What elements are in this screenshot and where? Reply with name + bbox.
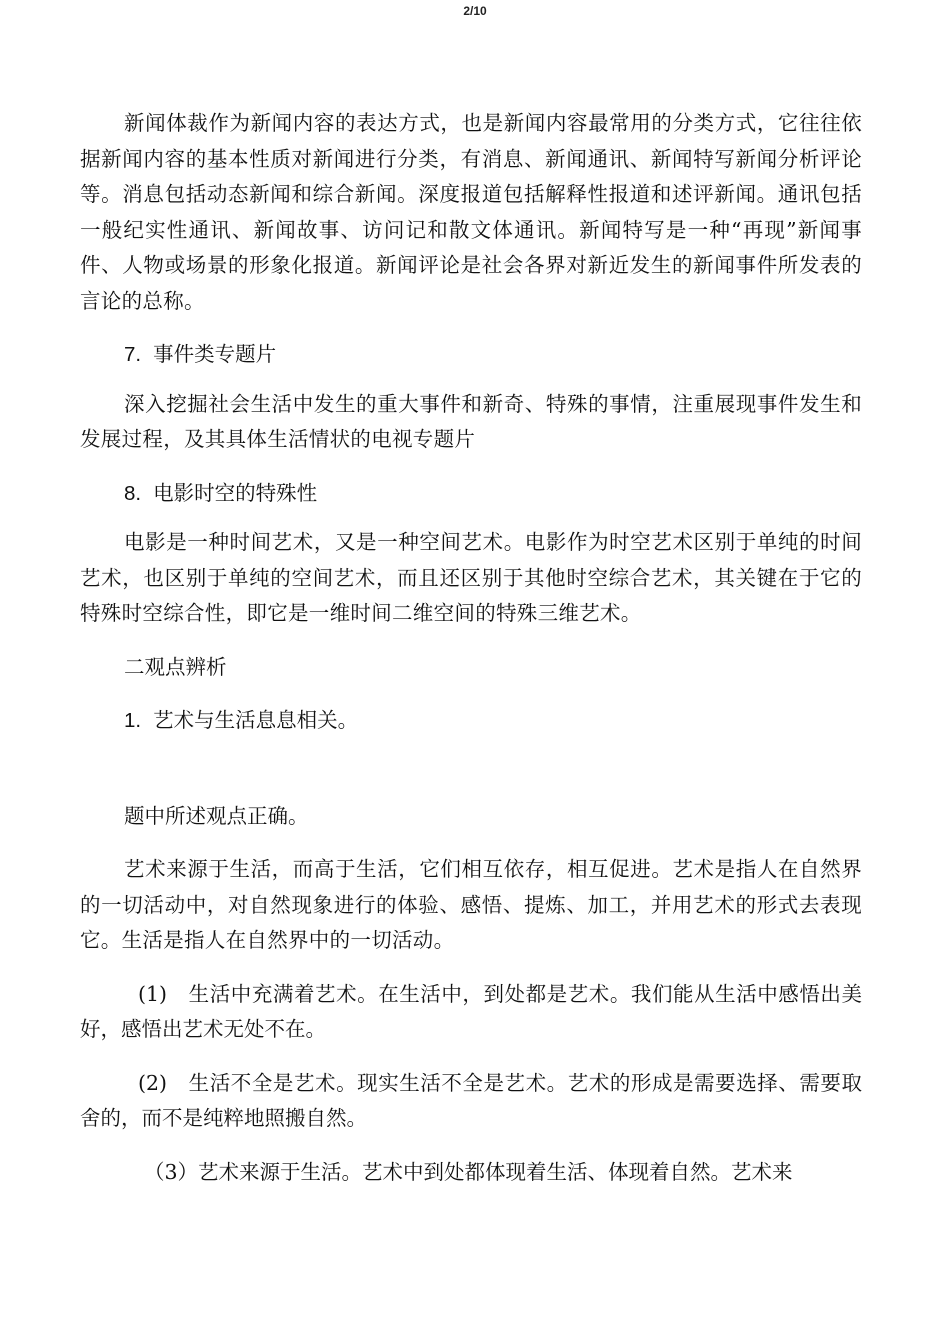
paragraph-correct: 题中所述观点正确。 xyxy=(124,803,309,828)
point-2: (2) 生活不全是艺术。现实生活不全是艺术。艺术的形成是需要选择、需要取舍的，而不是纯粹地照搬自然。 xyxy=(80,1070,862,1130)
heading-film-spacetime xyxy=(80,476,862,512)
section-heading-viewpoint: 二观点辨析 xyxy=(124,654,227,679)
item-number: 1. xyxy=(124,709,142,732)
page-number: 2/10 xyxy=(463,4,487,18)
heading-event-documentary xyxy=(80,337,862,373)
paragraph-art-life: 艺术来源于生活，而高于生活，它们相互依存，相互促进。艺术是指人在自然界的一切活动中，对自然现象进行的体验、感悟、提炼、加工，并用艺术的形式去表现它。生活是指人在自然界中的一切活动。 xyxy=(80,857,862,952)
paragraph-event-docs: 深入挖掘社会生活中发生的重大事件和新奇、特殊的事情，注重展现事件发生和发展过程，及其具体生活情状的电视专题片 xyxy=(80,391,862,451)
paragraph-news-genres: 新闻体裁作为新闻内容的表达方式，也是新闻内容最常用的分类方式，它往往依据新闻内容的基本性质对新闻进行分类，有消息、新闻通讯、新闻特写新闻分析评论等。消息包括动态新闻和综合新闻。深度报道包括解释性报道和述评新闻。通讯包括一般纪实性通讯、新闻故事、访问记和散文体通讯。新闻特写是一种“再现”新闻事件、人物或场景的形象化报道。新闻评论是社会各界对新近发生的新闻事件所发表的言论的总称。 xyxy=(80,111,862,313)
paragraph-film-spacetime: 电影是一种时间艺术，又是一种空间艺术。电影作为时空艺术区别于单纯的时间艺术，也区别于单纯的空间艺术，而且还区别于其他时空综合艺术，其关键在于它的特殊时空综合性，即它是一维时间二维空间的特殊三维艺术。 xyxy=(80,530,862,625)
heading-number: 8. xyxy=(124,481,142,505)
heading-text: 事件类专题片 xyxy=(153,342,277,366)
point-1: (1) 生活中充满着艺术。在生活中，到处都是艺术。我们能从生活中感悟出美好，感悟出艺术无处不在。 xyxy=(80,981,862,1041)
document-body xyxy=(80,106,862,1190)
heading-number: 7. xyxy=(124,343,142,366)
item-art-life xyxy=(80,703,862,739)
heading-text: 电影时空的特殊性 xyxy=(153,480,318,505)
point-3: （3）艺术来源于生活。艺术中到处都体现着生活、体现着自然。艺术来 xyxy=(144,1159,793,1184)
item-text: 艺术与生活息息相关。 xyxy=(153,708,359,732)
